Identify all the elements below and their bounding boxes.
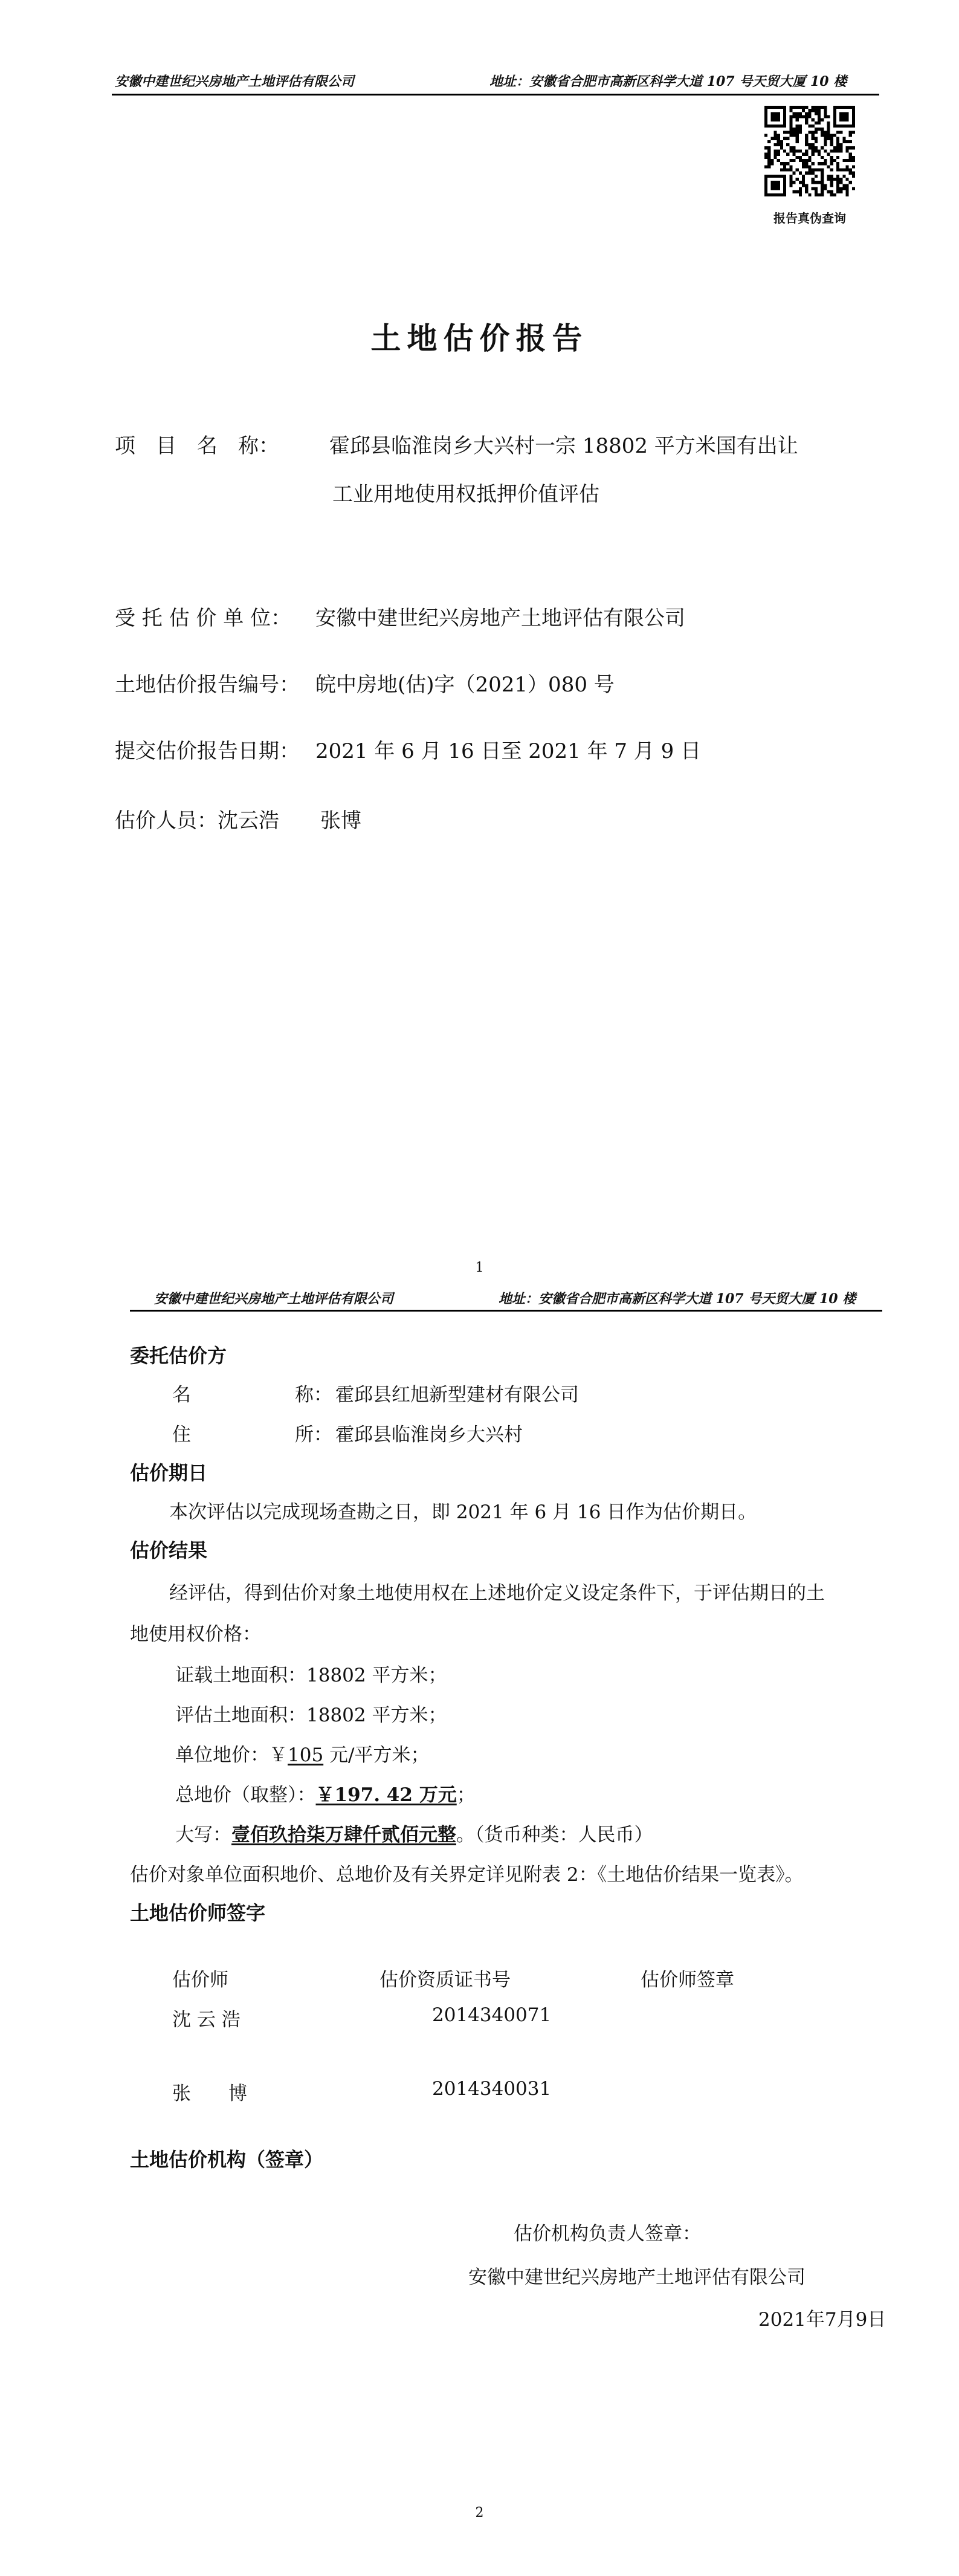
sign-col-seal: 估价师签章: [641, 1969, 734, 1991]
unit-price-value: 105: [288, 1744, 324, 1766]
header-company-2: 安徽中建世纪兴房地产土地评估有限公司: [154, 1291, 394, 1307]
total-price-value: ￥197. 42 万元: [315, 1784, 457, 1806]
appraiser-name-2: 张 博: [172, 2083, 247, 2105]
appraisers-label: 估价人员：: [115, 809, 218, 833]
client-name-label: 名: [172, 1384, 191, 1406]
appraiser-name-1: 沈 云 浩: [172, 2009, 241, 2031]
total-price-end: ；: [456, 1784, 476, 1806]
project-line-1: 霍邱县临淮岗乡大兴村一宗 18802 平方米国有出让: [329, 434, 798, 458]
unit-price-label: 单位地价：: [175, 1744, 269, 1766]
client-value: 安徽中建世纪兴房地产土地评估有限公司: [315, 606, 685, 630]
caps-line: [175, 1819, 653, 1846]
org-section-title: 土地估价机构（签章）: [130, 2148, 324, 2171]
client-label: 受 托 估 价 单 位：: [115, 606, 292, 630]
report-no-value: 皖中房地(估)字（2021）080 号: [315, 673, 615, 697]
project-line-2: 工业用地使用权抵押价值评估: [332, 482, 599, 506]
result-para-line-1: 经评估，得到估价对象土地使用权在上述地价定义设定条件下，于评估期日的土: [169, 1582, 825, 1604]
client-name-label-2: 称：: [295, 1384, 332, 1406]
date-section-title: 估价期日: [130, 1461, 208, 1484]
total-price-line: [175, 1779, 476, 1807]
sign-col-appraiser: 估价师: [172, 1969, 228, 1991]
unit-price-line: [175, 1739, 429, 1767]
header-address-2: 地址：安徽省合肥市高新区科学大道 107 号天贸大厦 10 楼: [499, 1291, 856, 1307]
caps-note: 。（货币种类：人民币）: [456, 1824, 653, 1846]
total-price-label: 总地价（取整）：: [175, 1784, 316, 1806]
client-addr-value: 霍邱县临淮岗乡大兴村: [335, 1424, 523, 1446]
result-detail: 估价对象单位面积地价、总地价及有关界定详见附表 2：《土地估价结果一览表》。: [130, 1864, 804, 1886]
client-addr-label-2: 所：: [295, 1424, 332, 1446]
page-number-1: 1: [475, 1260, 484, 1275]
header-address: 地址：安徽省合肥市高新区科学大道 107 号天贸大厦 10 楼: [489, 74, 847, 89]
unit-price-symbol: ￥: [269, 1744, 288, 1766]
submit-date-label: 提交估价报告日期：: [115, 739, 300, 763]
client-name-value: 霍邱县红旭新型建材有限公司: [335, 1384, 579, 1406]
result-section-title: 估价结果: [130, 1539, 208, 1562]
appraiser-cert-1: 2014340071: [432, 2004, 552, 2026]
unit-price-unit: 元/平方米；: [323, 1744, 430, 1766]
qr-code-icon[interactable]: [764, 106, 855, 196]
client-section-title: 委托估价方: [130, 1344, 227, 1367]
page-2: [0, 1291, 959, 2576]
page-number-2: 2: [475, 2505, 484, 2520]
report-no-label: 土地估价报告编号：: [115, 673, 300, 697]
appraiser-cert-2: 2014340031: [432, 2078, 552, 2100]
client-addr-label: 住: [172, 1424, 191, 1446]
sign-section-title: 土地估价师签字: [130, 1901, 266, 1924]
sign-col-cert: 估价资质证书号: [379, 1969, 511, 1991]
appraisers-value: 沈云浩 张博: [218, 809, 361, 833]
header-company: 安徽中建世纪兴房地产土地评估有限公司: [115, 74, 355, 89]
caps-label: 大写：: [175, 1824, 231, 1846]
header-rule-2: [130, 1310, 882, 1312]
caps-value: 壹佰玖拾柒万肆仟贰佰元整: [231, 1824, 456, 1846]
org-principal: 估价机构负责人签章：: [514, 2223, 701, 2245]
cert-area: 证载土地面积：18802 平方米；: [175, 1665, 447, 1686]
project-label: 项 目 名 称：: [115, 434, 279, 458]
org-name: 安徽中建世纪兴房地产土地评估有限公司: [468, 2267, 806, 2288]
result-para-line-2: 地使用权价格：: [130, 1623, 261, 1645]
submit-date-value: 2021 年 6 月 16 日至 2021 年 7 月 9 日: [315, 739, 702, 763]
org-date: 2021年7月9日: [758, 2309, 886, 2331]
date-section-text: 本次评估以完成现场查勘之日，即 2021 年 6 月 16 日作为估价期日。: [169, 1501, 757, 1523]
header-rule: [112, 94, 879, 95]
report-title: 土地估价报告: [370, 321, 589, 356]
eval-area: 评估土地面积：18802 平方米；: [175, 1704, 447, 1726]
qr-caption: 报告真伪查询: [773, 211, 846, 225]
